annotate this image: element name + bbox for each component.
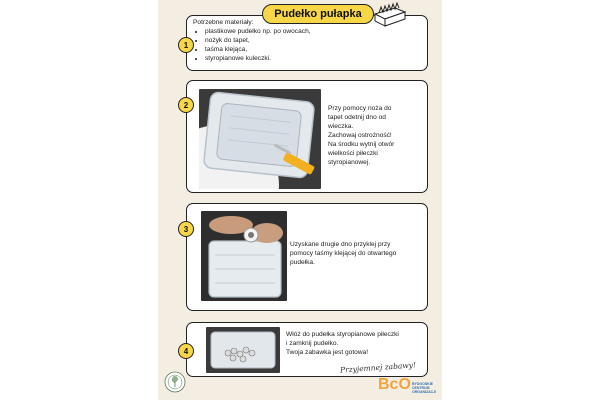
step-3-line: pomocy taśmy klejącej do otwartego	[290, 250, 397, 257]
step-2-line: Na środku wytnij otwór	[328, 141, 395, 148]
step-2-photo	[199, 89, 321, 189]
step-4-badge: 4	[178, 343, 194, 359]
signoff-text: Przyjemnej zabawy!	[339, 360, 417, 375]
bco-logo-line: ORGANIZACJI	[412, 390, 437, 394]
step-2-line: styropianowej.	[328, 159, 371, 166]
step-4-line: Twoja zabawka jest gotowa!	[286, 349, 369, 356]
step-2-line: Zachowaj ostrożność!	[328, 132, 392, 139]
bco-logo-letters: BcO	[378, 376, 411, 393]
bco-logo-line: CENTRUM	[412, 386, 430, 390]
step-3-photo	[201, 211, 287, 301]
step-4-line: i zamknij pudełko.	[286, 340, 339, 347]
step-2-line: wieczka.	[328, 123, 354, 130]
step-4-photo	[206, 327, 280, 373]
materials-heading: Potrzebne materiały:	[193, 19, 254, 26]
step-4-text	[286, 330, 426, 357]
step-2-text	[328, 104, 426, 167]
step-3-line: pudełka.	[290, 259, 315, 266]
step-3-text	[290, 240, 426, 267]
school-seal-icon	[164, 371, 186, 393]
step-4-line: Włóż do pudełka styropianowe piłeczki	[286, 331, 399, 338]
step-2-badge: 2	[178, 97, 194, 113]
box-trap-icon	[371, 2, 409, 28]
material-item: • nożyk do tapet,	[205, 36, 421, 45]
bco-logo-caption	[412, 382, 446, 394]
material-item: • plastikowe pudełko np. po owocach,	[205, 27, 421, 36]
step-2-line: tapet odetnij dno od	[328, 114, 386, 121]
material-item: • styropianowe kuleczki.	[205, 54, 421, 63]
materials-list	[193, 27, 421, 63]
material-item: • taśma klejąca,	[205, 45, 421, 54]
step-2-line: wielkości piłeczki	[328, 150, 378, 157]
step-3-badge: 3	[178, 221, 194, 237]
step-3-line: Uzyskane drugie dno przyklej przy	[290, 241, 391, 248]
step-2-line: Przy pomocy noża do	[328, 105, 392, 112]
bco-logo-line: BYDGOSKIE	[412, 382, 434, 386]
step-1-badge: 1	[178, 37, 194, 53]
page-title: Pudełko pułapka	[262, 4, 374, 24]
